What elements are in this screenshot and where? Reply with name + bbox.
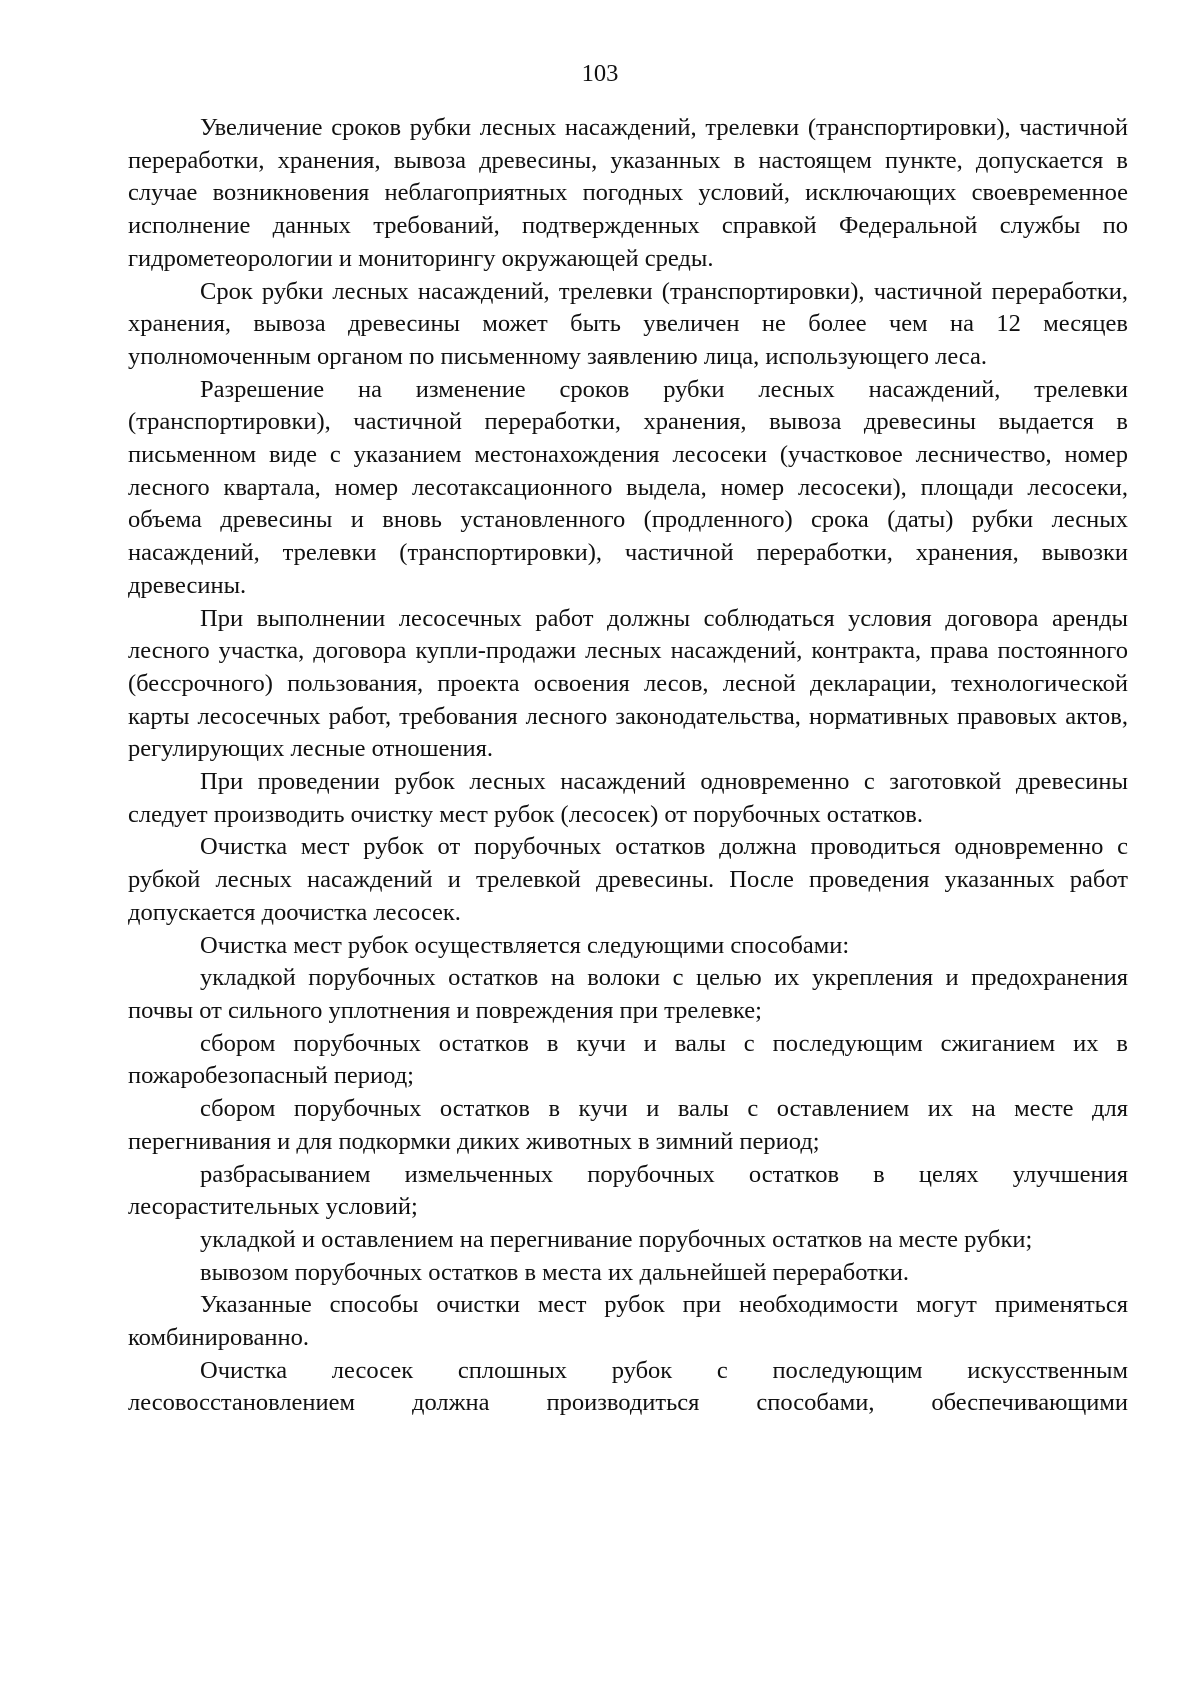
list-item-method-burning: сбором порубочных остатков в кучи и валы с последующим сжиганием их в пожаробезопасный период; <box>128 1029 1128 1090</box>
list-item-method-removal: вывозом порубочных остатков в места их дальнейшей переработки. <box>200 1258 910 1286</box>
document-body <box>128 112 1128 1420</box>
paragraph-term-increase: Срок рубки лесных насаждений, трелевки (транспортировки), частичной переработки, хранения, вывоза древесины может быть увеличен не более чем на 12 месяцев уполномоченным органом по письменному заявлению лица, использующего леса. <box>128 277 1128 370</box>
list-item-method-skid-trails: укладкой порубочных остатков на волоки с целью их укрепления и предохранения почвы от сильного уплотнения и повреждения при трелевке; <box>128 964 1128 1024</box>
paragraph-clearcut-cleaning: Очистка лесосек сплошных рубок с последующим искусственным лесовосстановлением должна производиться способами, обеспечивающими <box>128 1356 1128 1417</box>
paragraph-cleaning-requirement: При проведении рубок лесных насаждений одновременно с заготовкой древесины следует производить очистку мест рубок (лесосек) от порубочных остатков. <box>128 768 1128 828</box>
list-item-method-scattering: разбрасыванием измельченных порубочных остатков в целях улучшения лесорастительных условий; <box>128 1160 1128 1221</box>
paragraph-permission: Разрешение на изменение сроков рубки лесных насаждений, трелевки (транспортировки), частичной переработки, хранения, вывоза древесины выдается в письменном виде с указанием местонахождения лесосеки (участковое лесничество, номер лесного квартала, номер лесотаксационного выдела, номер лесосеки), площади лесосеки, объема древесины и вновь установленного (продленного) срока (даты) рубки лесных насаждений, трелевки (транспортировки), частичной переработки, хранения, вывозки древесины. <box>128 375 1128 599</box>
page-number: 103 <box>581 60 619 87</box>
list-item-method-piles-decay: сбором порубочных остатков в кучи и валы с оставлением их на месте для перегнивания и для подкормки диких животных в зимний период; <box>128 1095 1128 1155</box>
paragraph-cleaning-timing: Очистка мест рубок от порубочных остатков должна проводиться одновременно с рубкой лесных насаждений и трелевкой древесины. После проведения указанных работ допускается доочистка лесосек. <box>128 833 1128 926</box>
paragraph-cleaning-methods-intro: Очистка мест рубок осуществляется следующими способами: <box>200 931 850 959</box>
paragraph-combined-methods: Указанные способы очистки мест рубок при необходимости могут применяться комбинированно. <box>128 1291 1128 1352</box>
list-item-method-leaving-on-site: укладкой и оставлением на перегнивание порубочных остатков на месте рубки; <box>200 1225 1033 1253</box>
paragraph-logging-conditions: При выполнении лесосечных работ должны соблюдаться условия договора аренды лесного участка, договора купли-продажи лесных насаждений, контракта, права постоянного (бессрочного) пользования, проекта освоения лесов, лесной декларации, технологической карты лесосечных работ, требования лесного законодательства, нормативных правовых актов, регулирующих лесные отношения. <box>128 604 1128 763</box>
paragraph-extension-of-terms: Увеличение сроков рубки лесных насаждений, трелевки (транспортировки), частичной переработки, хранения, вывоза древесины, указанных в настоящем пункте, допускается в случае возникновения неблагоприятных погодных условий, исключающих своевременное исполнение данных требований, подтвержденных справкой Федеральной службы по гидрометеорологии и мониторингу окружающей среды. <box>128 114 1128 272</box>
